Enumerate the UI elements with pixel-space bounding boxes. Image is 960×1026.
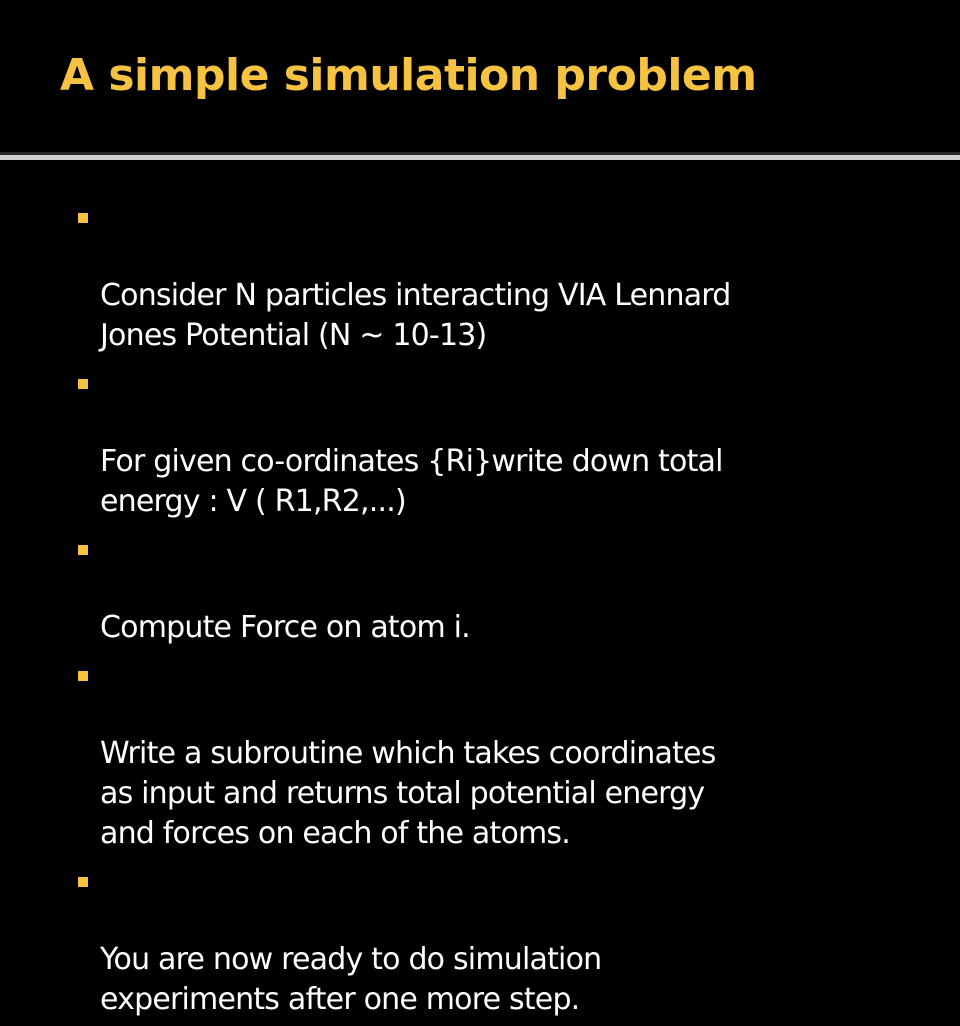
square-bullet-icon: [78, 379, 88, 389]
bullet-text: You are now ready to do simulation experiments after one more step.: [100, 942, 602, 1017]
bullet-item: [100, 528, 890, 648]
slide-content: [0, 160, 960, 1017]
bullet-text: Compute Force on atom i.: [100, 610, 470, 645]
bullet-text: Consider N particles interacting VIA Lennard Jones Potential (N ~ 10-13): [100, 278, 731, 353]
slide-title: A simple simulation problem: [60, 50, 757, 101]
square-bullet-icon: [78, 545, 88, 555]
bullet-item: [100, 196, 890, 356]
square-bullet-icon: [78, 671, 88, 681]
square-bullet-icon: [78, 213, 88, 223]
bullet-text: For given co-ordinates {Ri}write down total energy : V ( R1,R2,...): [100, 444, 723, 519]
bullet-item: [100, 362, 890, 522]
square-bullet-icon: [78, 877, 88, 887]
bullet-text: Write a subroutine which takes coordinates as input and returns total potential energy and forces on each of the atoms.: [100, 736, 716, 851]
bullet-item: [100, 654, 890, 854]
title-bar: [0, 0, 960, 152]
bullet-list: [100, 196, 890, 1026]
bullet-item: [100, 860, 890, 1020]
